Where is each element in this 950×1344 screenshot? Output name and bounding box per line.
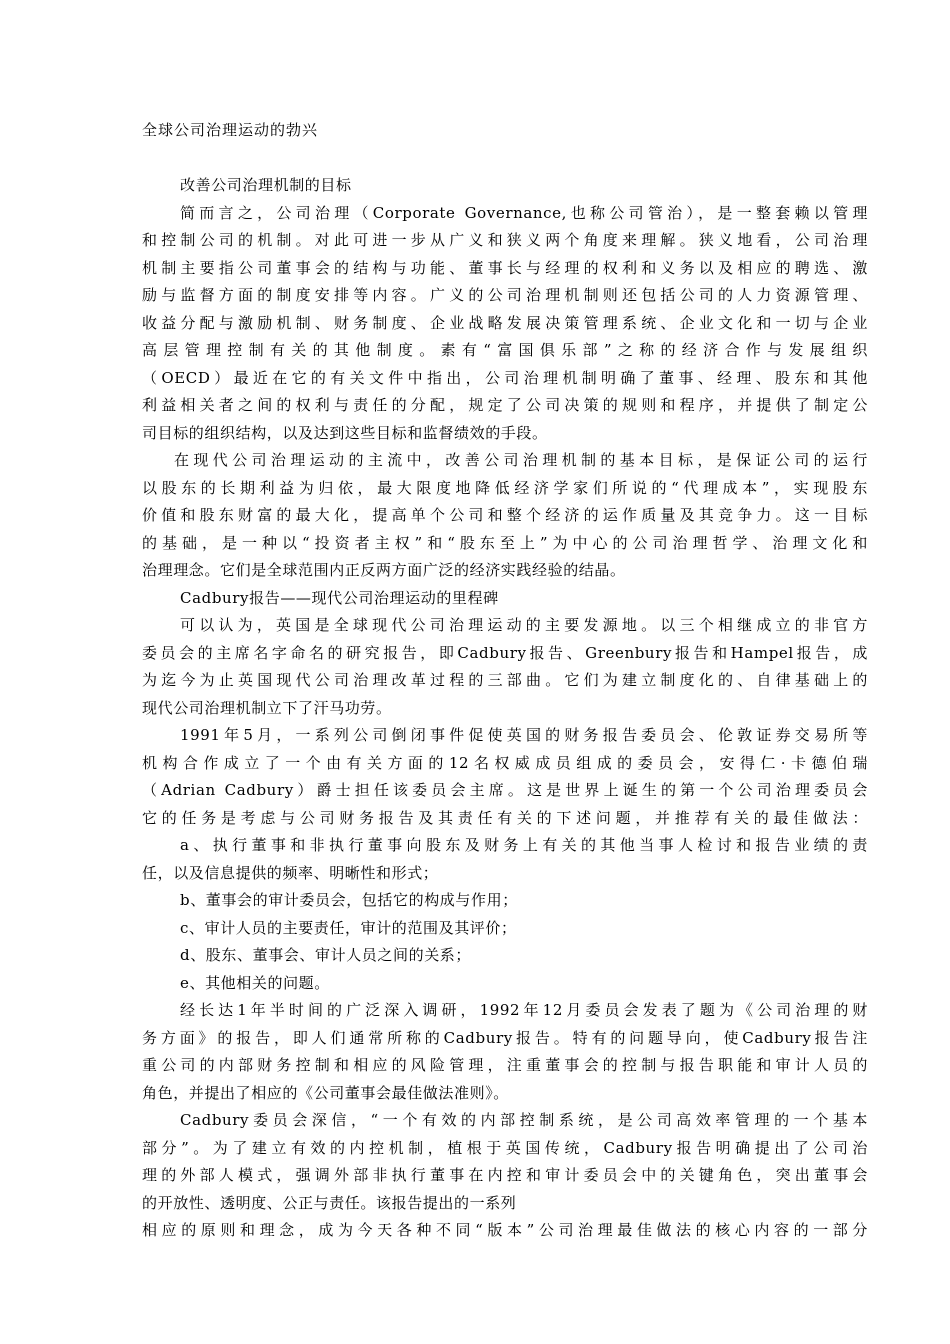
document-title: 全球公司治理运动的勃兴 [142,121,319,139]
text-line: 的开放性、透明度、公正与责任。该报告提出的一系列 [142,1193,517,1212]
text-line: 重公司的内部财务控制和相应的风险管理，注重董事会的控制与报告职能和审计人员的 [142,1056,868,1074]
text-line: 机制主要指公司董事会的结构与功能、董事长与经理的权利和义务以及相应的聘选、激 [142,258,868,277]
list-item: c、审计人员的主要责任，审计的范围及其评价； [180,918,517,937]
text-line: 治理理念。它们是全球范围内正反两方面广泛的经济实践经验的结晶。 [142,561,626,579]
section-heading: Cadbury报告——现代公司治理运动的里程碑 [180,588,499,607]
text-line: 利益相关者之间的权利与责任的分配，规定了公司决策的规则和程序，并提供了制定公 [142,396,868,414]
text-line: 司目标的组织结构，以及达到这些目标和监督绩效的手段。 [142,423,548,442]
text-line: 1991年5月，一系列公司倒闭事件促使英国的财务报告委员会、伦敦证券交易所等 [180,726,868,744]
text-line: 收益分配与激励机制、财务制度、企业战略发展决策管理系统、企业文化和一切与企业 [142,313,868,332]
text-line: 部分”。为了建立有效的内控机制，植根于英国传统，Cadbury报告明确提出了公司治 [142,1138,868,1157]
document-body [142,172,868,1245]
list-item: e、其他相关的问题。 [180,973,330,992]
text-line: （OECD）最近在它的有关文件中指出，公司治理机制明确了董事、经理、股东和其他 [142,368,868,387]
text-line: 为迄今为止英国现代公司治理改革过程的三部曲。它们为建立制度化的、自律基础上的 [142,671,868,689]
text-line: 机构合作成立了一个由有关方面的12名权威成员组成的委员会，安得仁·卡德伯瑞 [142,753,868,772]
section-heading: 改善公司治理机制的目标 [180,176,352,194]
list-item: d、股东、董事会、审计人员之间的关系； [180,946,472,964]
text-line: （Adrian Cadbury）爵士担任该委员会主席。这是世界上诞生的第一个公司治理委员会 [142,781,868,799]
text-line: 可以认为，英国是全球现代公司治理运动的主要发源地。以三个相继成立的非官方 [180,616,868,634]
list-item: b、董事会的审计委员会，包括它的构成与作用； [180,891,518,909]
text-line: 务方面》的报告，即人们通常所称的Cadbury报告。特有的问题导向，使Cadbury报告注 [142,1028,868,1047]
text-line: 它的任务是考虑与公司财务报告及其责任有关的下述问题，并推荐有关的最佳做法： [142,808,868,827]
text-line: 经长达1年半时间的广泛深入调研，1992年12月委员会发表了题为《公司治理的财 [180,1001,868,1019]
text-line: 相应的原则和理念，成为今天各种不同“版本”公司治理最佳做法的核心内容的一部分 [142,1221,868,1239]
text-line: 励与监督方面的制度安排等内容。广义的公司治理机制则还包括公司的人力资源管理、 [142,286,868,304]
list-item: a、执行董事和非执行董事向股东及财务上有关的其他当事人检讨和报告业绩的责 [180,836,868,854]
text-line: 高层管理控制有关的其他制度。素有“富国俱乐部”之称的经济合作与发展组织 [142,341,868,359]
text-line: 在现代公司治理运动的主流中，改善公司治理机制的基本目标，是保证公司的运行 [174,451,868,469]
text-line: 理的外部人模式，强调外部非执行董事在内控和审计委员会中的关键角色，突出董事会 [142,1166,868,1184]
text-line: Cadbury委员会深信，“一个有效的内部控制系统，是公司高效率管理的一个基本 [180,1111,868,1129]
text-line: 和控制公司的机制。对此可进一步从广义和狭义两个角度来理解。狭义地看，公司治理 [142,231,868,249]
text-line: 委员会的主席名字命名的研究报告，即Cadbury报告、Greenbury报告和Hampel报告，成 [142,643,868,662]
text-line: 以股东的长期利益为归依，最大限度地降低经济学家们所说的“代理成本”，实现股东 [142,478,868,497]
text-line: 角色，并提出了相应的《公司董事会最佳做法准则》。 [142,1083,509,1102]
text-line: 现代公司治理机制立下了汗马功劳。 [142,698,392,717]
text-line: 的基础，是一种以“投资者主权”和“股东至上”为中心的公司治理哲学、治理文化和 [142,533,868,552]
text-line: 任，以及信息提供的频率、明晰性和形式； [142,863,439,882]
text-line: 简而言之，公司治理（Corporate Governance,也称公司管治），是一整套赖以管理 [180,203,868,222]
text-line: 价值和股东财富的最大化，提高单个公司和整个经济的运作质量及其竞争力。这一目标 [142,506,868,524]
